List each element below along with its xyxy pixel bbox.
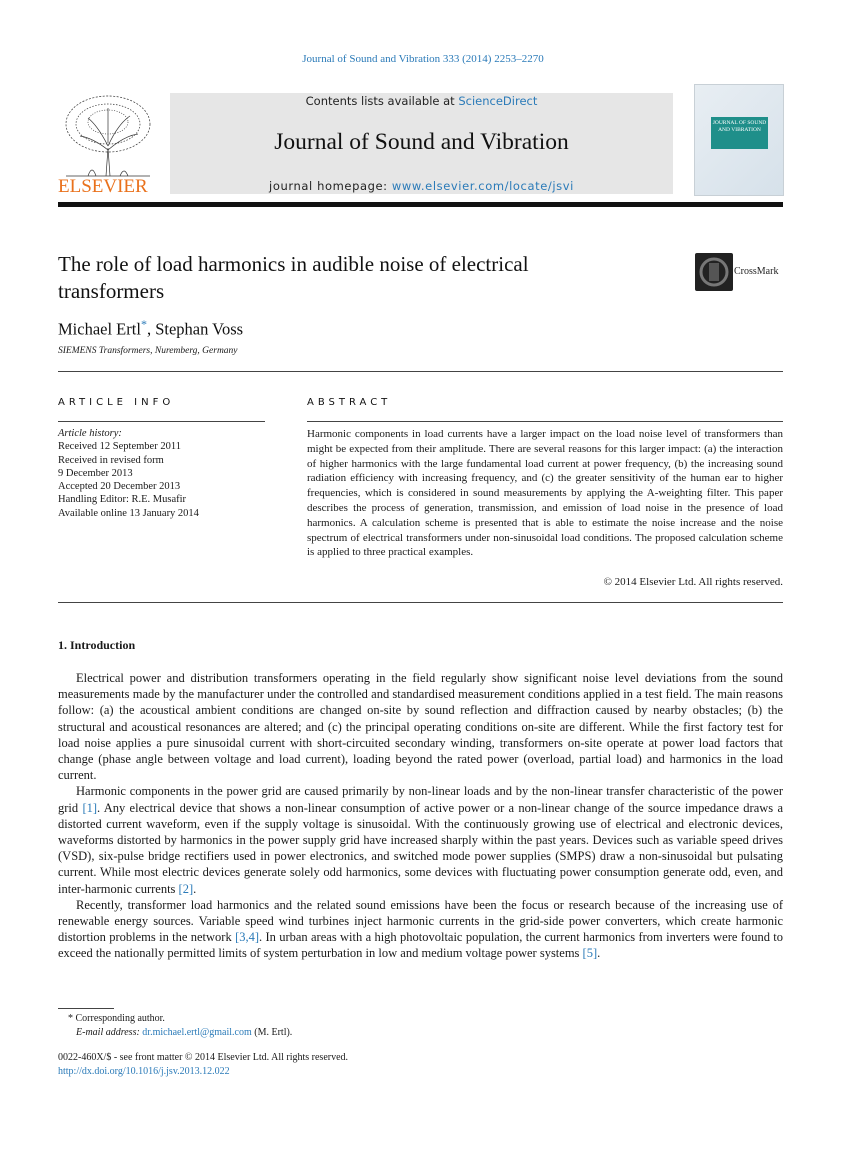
history-line: Received in revised form	[58, 454, 164, 466]
article-history	[58, 427, 288, 520]
paragraph: Electrical power and distribution transformers operating in the field regularly show significant noise level deviations from the sound measurements made by the manufacturer under the controlled and standardised measurement conditions applied in a test field. The main reasons follow: (a) the acoustical ambient conditions are changed on-site by sound reflection and diffraction caused by nearby obstacles; (b) the structural and acoustical resonances are altered; and (c) the principal operating conditions on-site are different. While the first factory test for load noise applies a pure sinusoidal current with short-circuited secondary winding, transformers on-site operate at power load factors that change (phase angle between voltage and load current), loading beyond the rated power (overload, partial load) and harmonics in the load current.	[58, 671, 783, 783]
citation-link[interactable]: [5]	[582, 946, 598, 961]
paragraph-text: . In urban areas with a high photovoltaic population, the current harmonics from inverters were found to exceed the nationally permitted limits of system perturbation in low and medium voltage power systems	[58, 930, 783, 961]
journal-cover-thumbnail[interactable]	[694, 84, 784, 196]
history-line: Handling Editor: R.E. Musafir	[58, 494, 187, 506]
doi-link[interactable]: http://dx.doi.org/10.1016/j.jsv.2013.12.022	[58, 1066, 230, 1077]
footnote-text: Corresponding author.	[73, 1013, 165, 1024]
cover-title-panel	[711, 117, 768, 149]
running-header[interactable]: Journal of Sound and Vibration 333 (2014) 2253–2270	[302, 53, 544, 65]
author-name: Michael Ertl	[58, 319, 141, 339]
divider	[58, 602, 783, 603]
paragraph	[58, 783, 783, 896]
abstract-heading: ABSTRACT	[307, 397, 392, 408]
abstract-copyright: © 2014 Elsevier Ltd. All rights reserved.	[603, 576, 783, 588]
elsevier-logo	[58, 88, 158, 198]
elsevier-tree-icon	[58, 88, 158, 198]
email-suffix: (M. Ertl).	[251, 1027, 293, 1038]
homepage-prefix: journal homepage:	[269, 179, 392, 193]
history-line: Accepted 20 December 2013	[58, 481, 181, 493]
homepage-line	[170, 179, 673, 193]
paragraph-text: .	[193, 881, 197, 896]
article-title: The role of load harmonics in audible noise of electrical transformers	[58, 252, 529, 303]
citation-link[interactable]: [2]	[178, 881, 194, 896]
footnote-rule	[58, 1008, 114, 1009]
crossmark-glyph-icon	[695, 253, 733, 291]
paragraph	[58, 897, 783, 962]
history-label: Article history:	[58, 428, 122, 439]
cover-title: JOURNAL OF SOUND AND VIBRATION	[712, 120, 767, 133]
author-separator: ,	[146, 319, 156, 339]
citation-link[interactable]: [1]	[82, 800, 98, 815]
homepage-link[interactable]: www.elsevier.com/locate/jsvi	[391, 179, 574, 193]
divider	[58, 371, 783, 372]
corresponding-author-mark[interactable]: *	[140, 317, 147, 331]
history-line: 9 December 2013	[58, 467, 133, 479]
journal-banner	[170, 93, 673, 194]
sciencedirect-link[interactable]: ScienceDirect	[458, 94, 538, 108]
footnote-corresponding	[58, 1013, 793, 1024]
affiliation: SIEMENS Transformers, Nuremberg, Germany	[58, 346, 238, 356]
crossmark-icon[interactable]	[695, 253, 733, 291]
masthead-rule	[58, 202, 783, 207]
journal-title: Journal of Sound and Vibration	[274, 129, 569, 155]
crossmark-label[interactable]: CrossMark	[734, 266, 779, 277]
history-line: Received 12 September 2011	[58, 441, 181, 453]
citation-link[interactable]: [3,4]	[235, 930, 260, 945]
author-name: Stephan Voss	[155, 319, 244, 339]
divider	[58, 421, 265, 422]
footnote-email	[58, 1027, 801, 1038]
article-info-heading: ARTICLE INFO	[58, 397, 175, 408]
paragraph-text: .	[597, 946, 601, 961]
history-line: Available online 13 January 2014	[58, 507, 199, 519]
paragraph-text: Harmonic components in the power grid are caused primarily by non-linear loads and by the non-linear transfer characteristic of the power grid	[58, 784, 783, 815]
publisher-name: ELSEVIER	[58, 176, 148, 197]
paragraph-text: Recently, transformer load harmonics and the related sound emissions have been the focus or research because of the increasing use of renewable energy sources. Variable speed wind turbines inject harmonic currents in the grid-side power converters, which create harmonic distortion problems in the network	[58, 897, 783, 945]
email-label: E-mail address:	[76, 1027, 143, 1038]
email-link[interactable]: dr.michael.ertl@gmail.com	[142, 1027, 252, 1038]
section-heading: 1. Introduction	[58, 638, 136, 652]
body-text	[58, 670, 783, 962]
contents-prefix: Contents lists available at	[305, 94, 459, 108]
footnote-mark: *	[68, 1013, 73, 1024]
abstract-text: Harmonic components in load currents have a larger impact on the load noise level of transformers than might be expected from their amplitude. There are several reasons for this larger impact: (a) the interaction of higher harmonics with the large fundamental load current at power frequency, (b) the increasing sound radiation efficiency with increasing frequency, and (c) the greater sensitivity of the human ear to higher frequencies, which is considered in sound measurements by applying the A-weighting filter. This paper describes the process of generation, transmission, and emission of load noise in the presence of load harmonics. A calculation scheme is presented that is able to estimate the noise increase and the noise spectrum of electrical transformers under non-sinusoidal load conditions. The proposed calculation scheme is applied to three practical examples.	[307, 428, 783, 559]
contents-line	[170, 94, 673, 108]
paragraph-text: . Any electrical device that shows a non-linear consumption of active power or a non-linear change of the source impedance draws a distorted current waveform, even if the supply voltage is sinusoidal. With the continuously growing use of electrical and electronic devices, waveforms distorted by harmonics in the power supply grid have increased sharply within the past years. Devices such as variable speed drives (VSD), six-pulse bridge rectifiers used in power electronics, and switched mode power supplies (SMPS) draw a non-sinusoidal but pulsating current. While most electric devices generate solely odd harmonics, some devices with fluctuating power consumption generate odd, even, and inter-harmonic currents	[58, 800, 783, 896]
author-list	[58, 317, 243, 340]
divider	[307, 421, 783, 422]
front-matter: 0022-460X/$ - see front matter © 2014 Elsevier Ltd. All rights reserved.	[58, 1052, 349, 1063]
